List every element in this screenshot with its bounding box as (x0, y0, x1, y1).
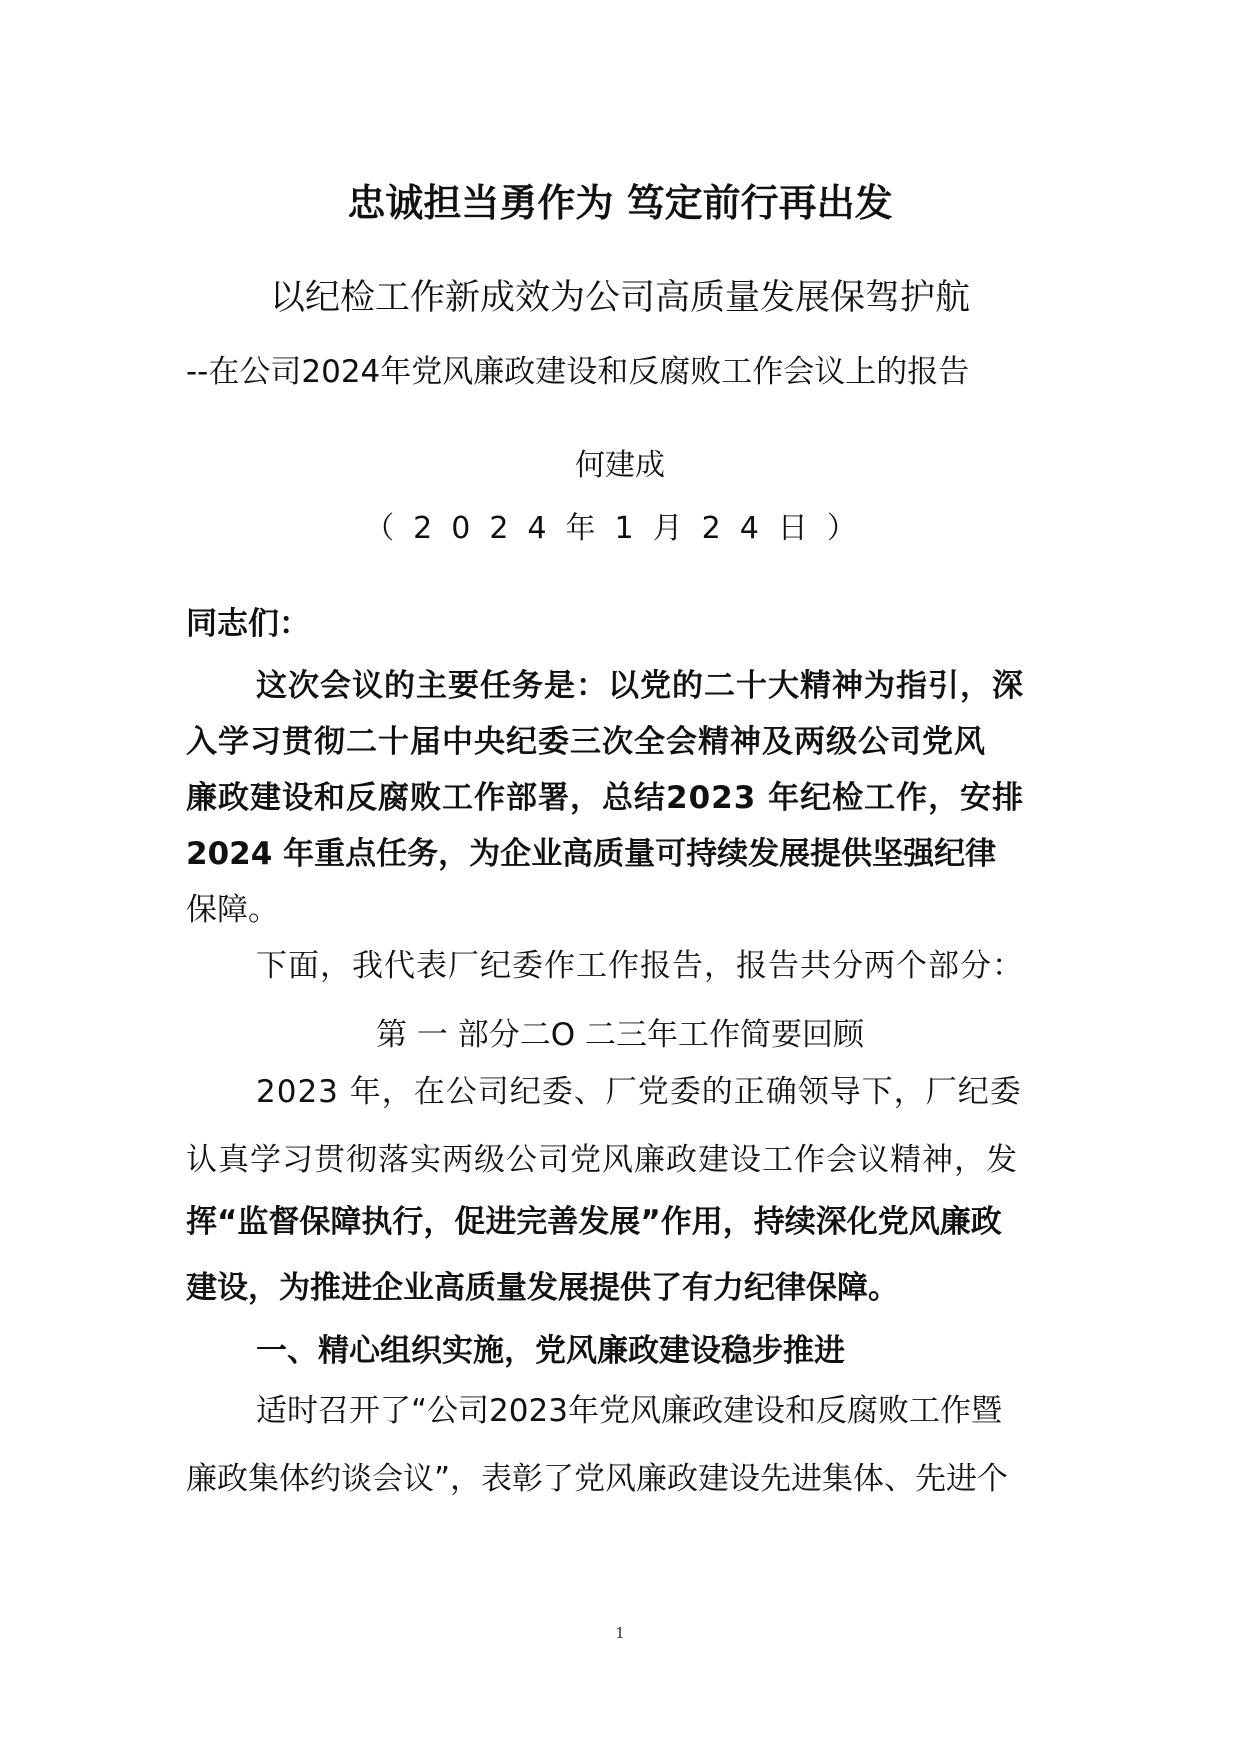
salutation: 同志们： (186, 606, 310, 642)
paragraph-line: 入学习贯彻二十届中央纪委三次全会精神及两级公司党风 (186, 724, 986, 760)
paragraph-line: 2023 年，在公司纪委、厂党委的正确领导下，厂纪委 (256, 1074, 1022, 1110)
report-date: （2024年1月24日） (364, 511, 876, 546)
report-occasion: --在公司2024年党风廉政建设和反腐败工作会议上的报告 (186, 354, 970, 390)
paragraph-line: 保障。 (186, 892, 279, 928)
document-subtitle: 以纪检工作新成效为公司高质量发展保驾护航 (269, 278, 970, 318)
paragraph-line: 认真学习贯彻落实两级公司党风廉政建设工作会议精神，发 (186, 1142, 1018, 1178)
paragraph-line: 适时召开了“公司2023年党风廉政建设和反腐败工作暨 (256, 1393, 1002, 1429)
page-number: 1 (615, 1624, 625, 1642)
paragraph-line: 廉政集体约谈会议”，表彰了党风廉政建设先进集体、先进个 (186, 1461, 1009, 1497)
section-heading: 一、精心组织实施，党风廉政建设稳步推进 (256, 1333, 845, 1369)
section-title: 第 一 部分二O 二三年工作简要回顾 (376, 1017, 864, 1053)
paragraph-line: 廉政建设和反腐败工作部署，总结2023 年纪检工作，安排 (186, 780, 1025, 816)
paragraph-line: 建设，为推进企业高质量发展提供了有力纪律保障。 (186, 1270, 899, 1306)
paragraph-line: 2024 年重点任务，为企业高质量可持续发展提供坚强纪律 (186, 836, 997, 872)
paragraph-line: 下面，我代表厂纪委作工作报告，报告共分两个部分： (256, 948, 1024, 984)
paragraph-line: 挥“监督保障执行，促进完善发展”作用，持续深化党风廉政 (186, 1204, 1002, 1240)
paragraph-line: 这次会议的主要任务是：以党的二十大精神为指引，深 (256, 668, 1024, 704)
author-name: 何建成 (575, 448, 665, 483)
document-title: 忠诚担当勇作为 笃定前行再出发 (347, 181, 893, 225)
